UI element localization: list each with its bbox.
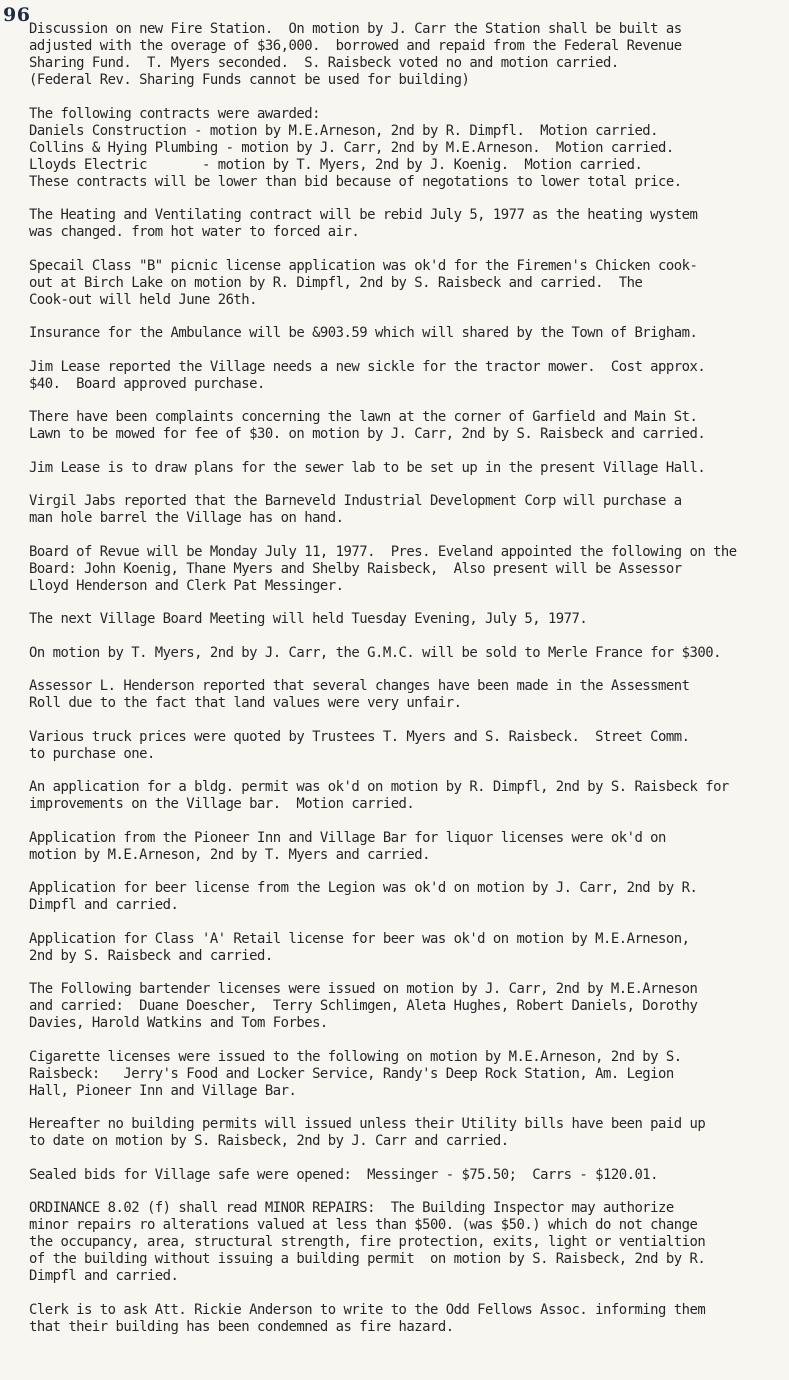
minutes-line: Raisbeck: Jerry's Food and Locker Service, Randy's Deep Rock Station, Am. Legion	[29, 1065, 674, 1082]
minutes-paragraph	[29, 493, 789, 527]
minutes-line: Davies, Harold Watkins and Tom Forbes.	[29, 1015, 328, 1031]
minutes-line: out at Birch Lake on motion by R. Dimpfl, 2nd by S. Raisbeck and carried. The	[29, 274, 643, 291]
minutes-line: Collins & Hying Plumbing - motion by J. Carr, 2nd by M.E.Arneson. Motion carried.	[29, 139, 674, 156]
minutes-paragraph	[29, 460, 789, 477]
minutes-line: $40. Board approved purchase.	[29, 375, 265, 392]
minutes-line: Dimpfl and carried.	[29, 897, 179, 913]
minutes-line: that their building has been condemned as fire hazard.	[29, 1318, 454, 1335]
minutes-line: An application for a bldg. permit was ok'd on motion by R. Dimpfl, 2nd by S. Raisbeck for	[29, 779, 729, 795]
minutes-line: minor repairs ro alterations valued at less than $500. (was $50.) which do not change	[29, 1217, 698, 1233]
minutes-line: man hole barrel the Village has on hand.	[29, 510, 344, 526]
minutes-line: the occupancy, area, structural strength, fire protection, exits, light or ventialtion	[29, 1234, 706, 1250]
minutes-paragraph	[29, 258, 789, 309]
minutes-line: Lloyds Electric - motion by T. Myers, 2nd by J. Koenig. Motion carried.	[29, 156, 643, 173]
minutes-line: Hereafter no building permits will issued unless their Utility bills have been paid up	[29, 1116, 706, 1132]
minutes-line: Application from the Pioneer Inn and Village Bar for liquor licenses were ok'd on	[29, 829, 666, 846]
minutes-line: Roll due to the fact that land values were very unfair.	[29, 695, 462, 711]
minutes-line: and carried: Duane Doescher, Terry Schlimgen, Aleta Hughes, Robert Daniels, Dorothy	[29, 998, 698, 1014]
minutes-paragraph	[29, 1302, 789, 1336]
minutes-line: Specail Class "B" picnic license application was ok'd for the Firemen's Chicken cook-	[29, 257, 698, 274]
minutes-paragraph	[29, 678, 789, 712]
minutes-line: The following contracts were awarded:	[29, 105, 320, 122]
minutes-line: Virgil Jabs reported that the Barneveld Industrial Development Corp will purchase a	[29, 493, 682, 509]
minutes-line: ORDINANCE 8.02 (f) shall read MINOR REPAIRS: The Building Inspector may authorize	[29, 1200, 674, 1216]
minutes-line: motion by M.E.Arneson, 2nd by T. Myers and carried.	[29, 846, 431, 863]
minutes-paragraph	[29, 21, 789, 89]
minutes-line: Lawn to be mowed for fee of $30. on motion by J. Carr, 2nd by S. Raisbeck and carried.	[29, 426, 706, 442]
minutes-line: Lloyd Henderson and Clerk Pat Messinger.	[29, 577, 344, 594]
minutes-line: to purchase one.	[29, 745, 155, 762]
minutes-line: Insurance for the Ambulance will be &903.59 which will shared by the Town of Brigham.	[29, 325, 698, 341]
minutes-paragraph	[29, 1200, 789, 1285]
minutes-paragraph	[29, 729, 789, 763]
minutes-paragraph	[29, 1116, 789, 1150]
minutes-line: Board of Revue will be Monday July 11, 1977. Pres. Eveland appointed the following on the	[29, 543, 737, 560]
minutes-line: Cook-out will held June 26th.	[29, 291, 258, 308]
minutes-paragraph	[29, 779, 789, 813]
minutes-line: improvements on the Village bar. Motion carried.	[29, 796, 415, 812]
minutes-line: Sealed bids for Village safe were opened: Messinger - $75.50; Carrs - $120.01.	[29, 1166, 659, 1183]
minutes-paragraph	[29, 544, 789, 595]
minutes-body	[29, 21, 789, 1352]
minutes-line: Dimpfl and carried.	[29, 1268, 179, 1284]
minutes-paragraph	[29, 931, 789, 965]
minutes-paragraph	[29, 1049, 789, 1100]
minutes-paragraph	[29, 1167, 789, 1184]
minutes-line: to date on motion by S. Raisbeck, 2nd by J. Carr and carried.	[29, 1133, 509, 1149]
minutes-line: The Following bartender licenses were issued on motion by J. Carr, 2nd by M.E.Arneson	[29, 981, 698, 997]
minutes-line: Discussion on new Fire Station. On motion by J. Carr the Station shall be built as	[29, 21, 682, 37]
minutes-line: Hall, Pioneer Inn and Village Bar.	[29, 1082, 297, 1099]
minutes-line: of the building without issuing a building permit on motion by S. Raisbeck, 2nd by R.	[29, 1251, 706, 1267]
minutes-line: Application for beer license from the Legion was ok'd on motion by J. Carr, 2nd by R.	[29, 880, 698, 896]
minutes-line: Application for Class 'A' Retail license for beer was ok'd on motion by M.E.Arneson,	[29, 930, 690, 947]
minutes-paragraph	[29, 359, 789, 393]
minutes-line: Assessor L. Henderson reported that several changes have been made in the Assessment	[29, 678, 690, 694]
minutes-paragraph	[29, 981, 789, 1032]
minutes-line: Board: John Koenig, Thane Myers and Shelby Raisbeck, Also present will be Assessor	[29, 560, 682, 577]
page-number: 96	[3, 4, 31, 26]
minutes-paragraph	[29, 830, 789, 864]
minutes-paragraph	[29, 207, 789, 241]
minutes-line: Sharing Fund. T. Myers seconded. S. Raisbeck voted no and motion carried.	[29, 55, 619, 71]
minutes-line: Jim Lease reported the Village needs a new sickle for the tractor mower. Cost approx.	[29, 358, 706, 375]
minutes-paragraph	[29, 409, 789, 443]
minutes-line: was changed. from hot water to forced air.	[29, 224, 360, 240]
minutes-line: These contracts will be lower than bid because of negotations to lower total price.	[29, 173, 682, 190]
minutes-line: (Federal Rev. Sharing Funds cannot be used for building)	[29, 72, 470, 88]
minutes-line: Daniels Construction - motion by M.E.Arneson, 2nd by R. Dimpfl. Motion carried.	[29, 122, 659, 139]
minutes-paragraph	[29, 645, 789, 662]
minutes-line: Various truck prices were quoted by Trustees T. Myers and S. Raisbeck. Street Comm.	[29, 728, 690, 745]
minutes-paragraph	[29, 880, 789, 914]
minutes-line: Clerk is to ask Att. Rickie Anderson to write to the Odd Fellows Assoc. informing them	[29, 1301, 706, 1318]
minutes-line: On motion by T. Myers, 2nd by J. Carr, the G.M.C. will be sold to Merle France for $300.	[29, 644, 721, 661]
minutes-line: There have been complaints concerning the lawn at the corner of Garfield and Main St.	[29, 409, 698, 425]
minutes-line: 2nd by S. Raisbeck and carried.	[29, 947, 273, 964]
minutes-paragraph	[29, 325, 789, 342]
minutes-line: The next Village Board Meeting will held Tuesday Evening, July 5, 1977.	[29, 611, 588, 627]
minutes-line: The Heating and Ventilating contract will be rebid July 5, 1977 as the heating wystem	[29, 207, 698, 223]
minutes-paragraph	[29, 106, 789, 191]
minutes-line: Jim Lease is to draw plans for the sewer lab to be set up in the present Village Hall.	[29, 459, 706, 476]
minutes-paragraph	[29, 611, 789, 628]
minutes-line: adjusted with the overage of $36,000. borrowed and repaid from the Federal Revenue	[29, 38, 682, 54]
minutes-line: Cigarette licenses were issued to the following on motion by M.E.Arneson, 2nd by S.	[29, 1048, 682, 1065]
